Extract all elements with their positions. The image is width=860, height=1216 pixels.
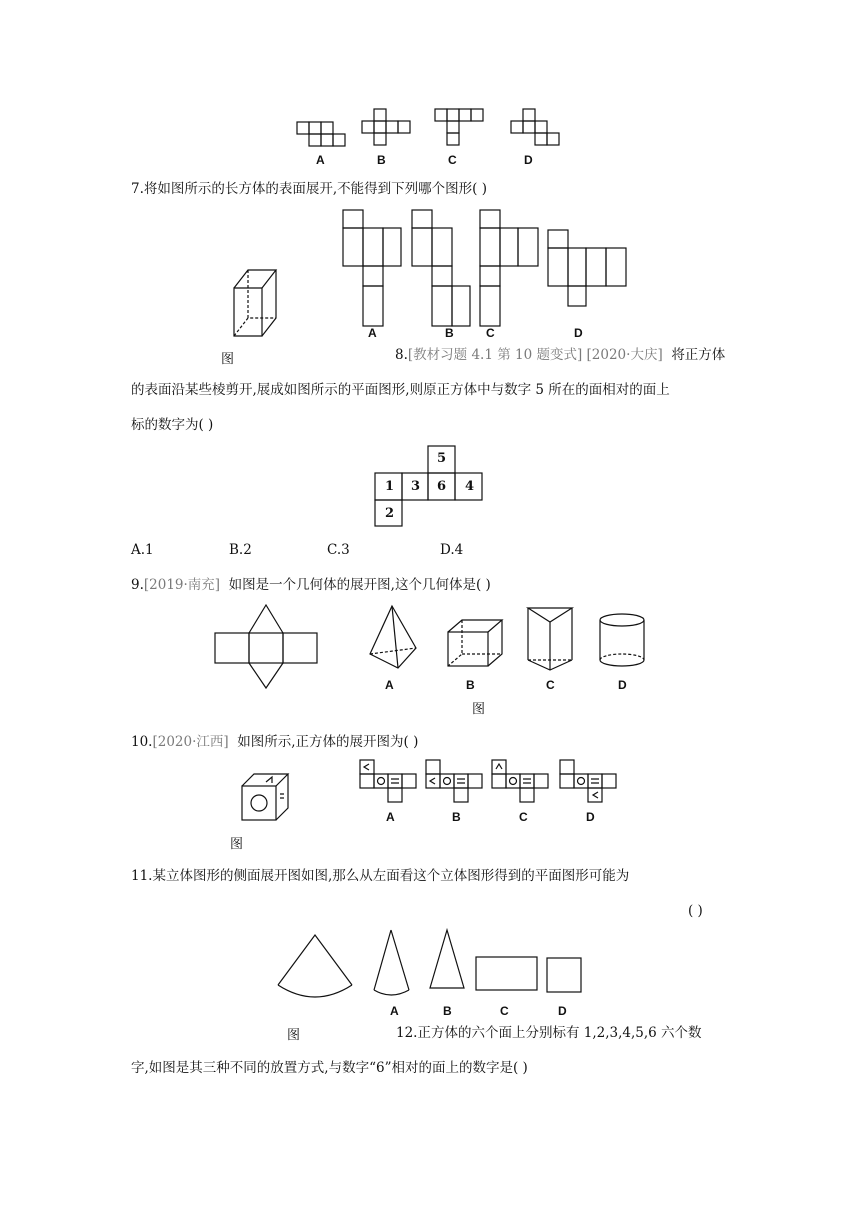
q6-net-c [435,109,487,149]
q9-prism-net [214,603,320,689]
q10-cube-figure [240,772,290,824]
q8-net-number: 4 [465,479,475,494]
q10-fig-caption: 图 [230,837,244,852]
q8-net-number: 5 [437,451,447,466]
q10-net-b [426,760,484,804]
q8-source: [教材习题 4.1 第 10 题变式] [2020·大庆] [407,347,663,363]
q6-label-c: C [448,153,457,167]
q6-net-a [297,122,349,148]
q9-source: [2019·南充] [143,577,221,593]
q9-line [131,576,491,594]
q9-option-c-prism [526,606,574,670]
q9-number: 9. [131,577,144,593]
q11-paren: ( ) [688,903,703,919]
q7-label-c: C [486,326,495,340]
q8-line-1 [395,346,725,364]
q11-option-b-cone [428,928,472,994]
q10-net-d [560,760,618,804]
q12-stem-a: 12.正方体的六个面上分别标有 1,2,3,4,5,6 六个数 [396,1025,702,1041]
q12-stem-b: 字,如图是其三种不同的放置方式,与数字“6”相对的面上的数字是( ) [131,1060,528,1076]
q7-cuboid-figure [232,268,278,338]
q10-line [131,733,418,751]
q8-stem-a: 将正方体 [671,347,726,363]
q7-net-d [548,230,628,308]
q8-net-number: 3 [411,479,421,494]
q7-label-b: B [445,326,454,340]
q8-net-number: 6 [437,479,447,494]
q10-label-d: D [586,810,595,824]
q9-label-c: C [546,678,555,692]
q11-stem: 11.某立体图形的侧面展开图如图,那么从左面看这个立体图形得到的平面图形可能为 [131,868,630,884]
q10-number: 10. [131,734,153,750]
q8-stem-c: 标的数字为( ) [131,417,214,433]
q7-net-b [412,210,472,328]
q8-stem-b: 的表面沿某些棱剪开,展成如图所示的平面图形,则原正方体中与数字 5 所在的面相对的面上 [131,382,670,398]
q11-sector-figure [276,933,354,1001]
q10-label-c: C [519,810,528,824]
q9-label-d: D [618,678,627,692]
q9-label-a: A [385,678,394,692]
q11-label-b: B [443,1004,452,1018]
q8-number: 8. [395,347,408,363]
q7-fig-caption: 图 [221,352,235,367]
q10-net-c [492,760,550,804]
q10-stem: 如图所示,正方体的展开图为( ) [237,734,419,750]
q11-option-d-square [546,957,584,995]
q8-option-b: B.2 [229,542,252,558]
q8-net-number: 2 [385,506,395,521]
q8-option-c: C.3 [327,542,350,558]
q6-label-a: A [316,153,325,167]
q9-option-a-pyramid [368,604,418,670]
q6-label-b: B [377,153,386,167]
q11-label-d: D [558,1004,567,1018]
q6-label-d: D [524,153,533,167]
q7-label-a: A [368,326,377,340]
q10-label-a: A [386,810,395,824]
q7-stem: 7.将如图所示的长方体的表面展开,不能得到下列哪个图形( ) [131,181,487,197]
q7-net-c [480,210,540,328]
q11-label-a: A [390,1004,399,1018]
q9-stem: 如图是一个几何体的展开图,这个几何体是( ) [228,577,491,593]
q10-source: [2020·江西] [152,734,229,750]
q11-option-c-rect [475,956,539,992]
q7-label-d: D [574,326,583,340]
q7-net-a [343,210,403,328]
q8-net-number: 1 [385,479,395,494]
q11-label-c: C [500,1004,509,1018]
q6-net-b [362,109,414,149]
q9-label-b: B [466,678,475,692]
q9-fig-caption: 图 [472,702,486,717]
q10-label-b: B [452,810,461,824]
q9-option-b-cube [446,618,504,668]
q11-option-a-cone [370,928,414,1002]
q11-fig-caption: 图 [287,1028,301,1043]
q8-option-a: A.1 [131,542,154,558]
q8-option-d: D.4 [440,542,464,558]
q6-net-d [511,109,563,149]
q10-net-a [360,760,418,804]
q9-option-d-cylinder [598,612,648,668]
